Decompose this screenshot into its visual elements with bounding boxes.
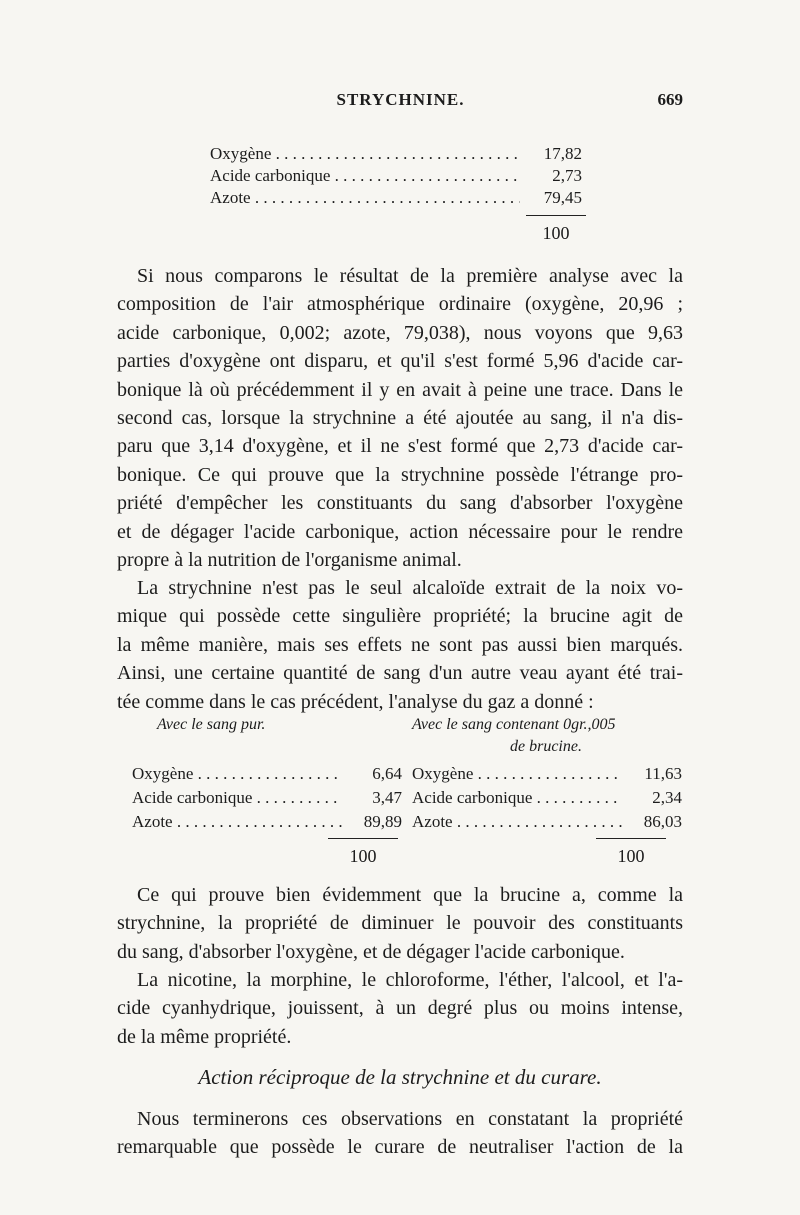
table-total-right: 100 — [617, 846, 645, 866]
row-label: Azote — [210, 188, 251, 207]
text-line: strychnine, la propriété de diminuer le pouvoir des constituants — [117, 912, 683, 935]
text-line: priété d'empêcher les constituants du sang d'absorber l'oxygène — [117, 492, 683, 515]
paragraph-4 — [117, 966, 683, 1051]
text-line: Nous terminerons ces observations en constatant la propriété — [137, 1108, 683, 1130]
table-row — [132, 786, 402, 810]
table-row — [210, 187, 590, 209]
text-line: mique qui possède cette singulière propriété; la brucine agit de — [117, 605, 683, 628]
row-label: Oxygène — [132, 764, 194, 783]
text-line: La nicotine, la morphine, le chloroforme, l'éther, l'alcool, et l'a- — [137, 969, 683, 991]
text-line: bonique là où précédemment il y en avait à peine une trace. Dans le — [117, 378, 683, 401]
table-row — [132, 762, 402, 786]
row-value: 3,47 — [372, 788, 402, 807]
row-value: 2,34 — [652, 788, 682, 807]
row-value: 6,64 — [372, 764, 402, 783]
leader-dots — [271, 144, 520, 163]
table-row — [412, 762, 682, 786]
paragraph-1 — [117, 262, 683, 574]
row-label: Acide carbonique — [210, 166, 331, 185]
text-line: propre à la nutrition de l'organisme animal. — [117, 548, 462, 571]
sum-rule — [526, 215, 586, 216]
leader-dots — [251, 188, 520, 207]
leader-dots — [532, 788, 622, 807]
row-label: Acide carbonique — [132, 788, 253, 807]
text-line: tée comme dans le cas précédent, l'analyse du gaz a donné : — [117, 690, 594, 713]
text-line: paru que 3,14 d'oxygène, et il ne s'est formé que 2,73 d'acide car- — [117, 435, 683, 458]
right-column-heading-2: de brucine. — [510, 738, 582, 755]
row-label: Oxygène — [412, 764, 474, 783]
table-total: 100 — [542, 223, 570, 243]
text-line: parties d'oxygène ont disparu, et qu'il s'est formé 5,96 d'acide car- — [117, 350, 683, 373]
right-column-heading: Avec le sang contenant 0gr.,005 — [412, 716, 616, 733]
table-row — [210, 143, 590, 165]
sum-rule-right — [596, 838, 666, 839]
table-row — [412, 810, 682, 834]
row-value: 17,82 — [543, 144, 582, 163]
text-line: La strychnine n'est pas le seul alcaloïde extrait de la noix vo- — [137, 577, 683, 599]
row-value: 89,89 — [363, 812, 402, 831]
row-label: Oxygène — [210, 144, 272, 163]
paragraph-3 — [117, 881, 683, 966]
text-line: Ce qui prouve bien évidemment que la brucine a, comme la — [137, 884, 683, 906]
gas-analysis-table-pure-blood — [132, 762, 402, 834]
row-value: 86,03 — [643, 812, 682, 831]
page-number: 669 — [657, 90, 683, 109]
paragraph-5 — [117, 1105, 683, 1162]
text-line: bonique. Ce qui prouve que la strychnine possède l'étrange pro- — [117, 463, 683, 486]
row-label: Azote — [132, 812, 173, 831]
gas-analysis-table-1 — [210, 143, 590, 243]
text-line: et de dégager l'acide carbonique, action nécessaire pour le rendre — [117, 520, 683, 543]
text-line: second cas, lorsque la strychnine a été ajoutée au sang, il n'a dis- — [117, 406, 683, 429]
running-head — [118, 90, 683, 114]
text-line: acide carbonique, 0,002; azote, 79,038), nous voyons que 9,63 — [117, 321, 683, 344]
row-value: 2,73 — [552, 166, 582, 185]
gas-analysis-table-brucine — [412, 762, 682, 834]
leader-dots — [193, 764, 342, 783]
leader-dots — [173, 812, 342, 831]
section-heading: Action réciproque de la strychnine et du curare. — [198, 1065, 602, 1089]
leader-dots — [252, 788, 342, 807]
row-value: 11,63 — [644, 764, 682, 783]
row-value: 79,45 — [543, 188, 582, 207]
text-line: cide cyanhydrique, jouissent, à un degré plus ou moins intense, — [117, 997, 683, 1020]
text-line: Si nous comparons le résultat de la première analyse avec la — [137, 265, 683, 287]
leader-dots — [453, 812, 622, 831]
running-title: STRYCHNINE. — [336, 90, 465, 109]
text-line: composition de l'air atmosphérique ordinaire (oxygène, 20,96 ; — [117, 293, 683, 316]
text-line: Ainsi, une certaine quantité de sang d'un autre veau ayant été trai- — [117, 662, 683, 685]
text-line: la même manière, mais ses effets ne sont pas aussi bien marqués. — [117, 633, 683, 656]
text-line: remarquable que possède le curare de neutraliser l'action de la — [117, 1136, 683, 1159]
leader-dots — [473, 764, 622, 783]
table-row — [132, 810, 402, 834]
leader-dots — [330, 166, 520, 185]
table-total-left: 100 — [349, 846, 377, 866]
row-label: Azote — [412, 812, 453, 831]
paragraph-2 — [117, 574, 683, 716]
text-line: de la même propriété. — [117, 1025, 292, 1048]
text-line: du sang, d'absorber l'oxygène, et de dégager l'acide carbonique. — [117, 940, 625, 963]
table-row — [412, 786, 682, 810]
sum-rule-left — [328, 838, 398, 839]
table-row — [210, 165, 590, 187]
left-column-heading: Avec le sang pur. — [157, 716, 266, 733]
row-label: Acide carbonique — [412, 788, 533, 807]
